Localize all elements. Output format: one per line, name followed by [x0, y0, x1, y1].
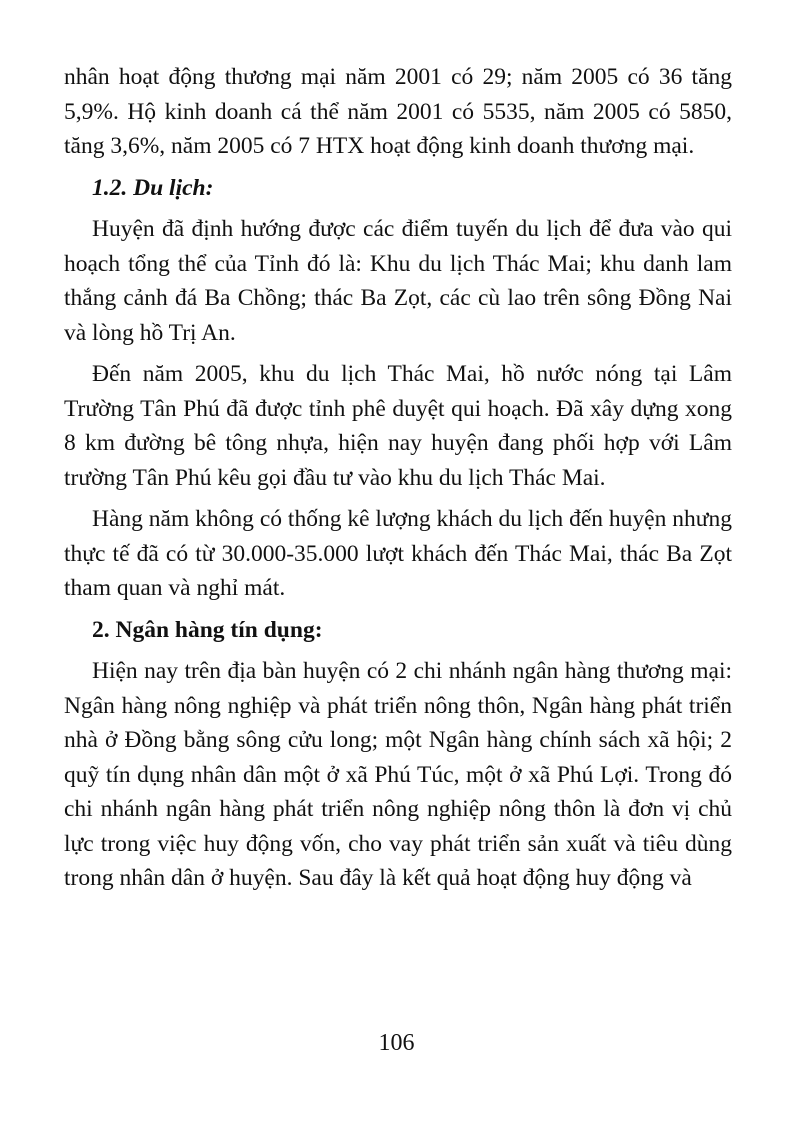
paragraph-commerce-continued: nhân hoạt động thương mại năm 2001 có 29; năm 2005 có 36 tăng 5,9%. Hộ kinh doanh cá thể năm 2001 có 5535, năm 2005 có 5850, tăng 3,6%, năm 2005 có 7 HTX hoạt động kinh doanh thương mại.	[64, 64, 732, 159]
paragraph-banks: Hiện nay trên địa bàn huyện có 2 chi nhánh ngân hàng thương mại: Ngân hàng nông nghiệp và phát triển nông thôn, Ngân hàng phát triển nhà ở Đồng bằng sông cửu long; một Ngân hàng chính sách xã hội; 2 quỹ tín dụng nhân dân một ở xã Phú Túc, một ở xã Phú Lợi. Trong đó chi nhánh ngân hàng phát triển nông nghiệp nông thôn là đơn vị chủ lực trong việc huy động vốn, cho vay phát triển sản xuất và tiêu dùng trong nhân dân ở huyện. Sau đây là kết quả hoạt động huy động và	[64, 658, 732, 891]
paragraph-thac-mai-plan: Đến năm 2005, khu du lịch Thác Mai, hồ nước nóng tại Lâm Trường Tân Phú đã được tỉnh phê duyệt qui hoạch. Đã xây dựng xong 8 km đường bê tông nhựa, hiện nay huyện đang phối hợp với Lâm trường Tân Phú kêu gọi đầu tư vào khu du lịch Thác Mai.	[64, 361, 732, 491]
paragraph-tourism-routes: Huyện đã định hướng được các điểm tuyến du lịch để đưa vào qui hoạch tổng thể của Tỉnh đó là: Khu du lịch Thác Mai; khu danh lam thắng cảnh đá Ba Chồng; thác Ba Zọt, các cù lao trên sông Đồng Nai và lòng hồ Trị An.	[64, 216, 732, 346]
heading-tourism: 1.2. Du lịch:	[92, 174, 214, 201]
page-number: 106	[378, 1030, 415, 1056]
page-body	[64, 60, 732, 896]
paragraph-visitor-count: Hàng năm không có thống kê lượng khách du lịch đến huyện nhưng thực tế đã có từ 30.000-35.000 lượt khách đến Thác Mai, thác Ba Zọt tham quan và nghỉ mát.	[64, 506, 732, 601]
heading-banking-credit: 2. Ngân hàng tín dụng:	[92, 616, 323, 643]
